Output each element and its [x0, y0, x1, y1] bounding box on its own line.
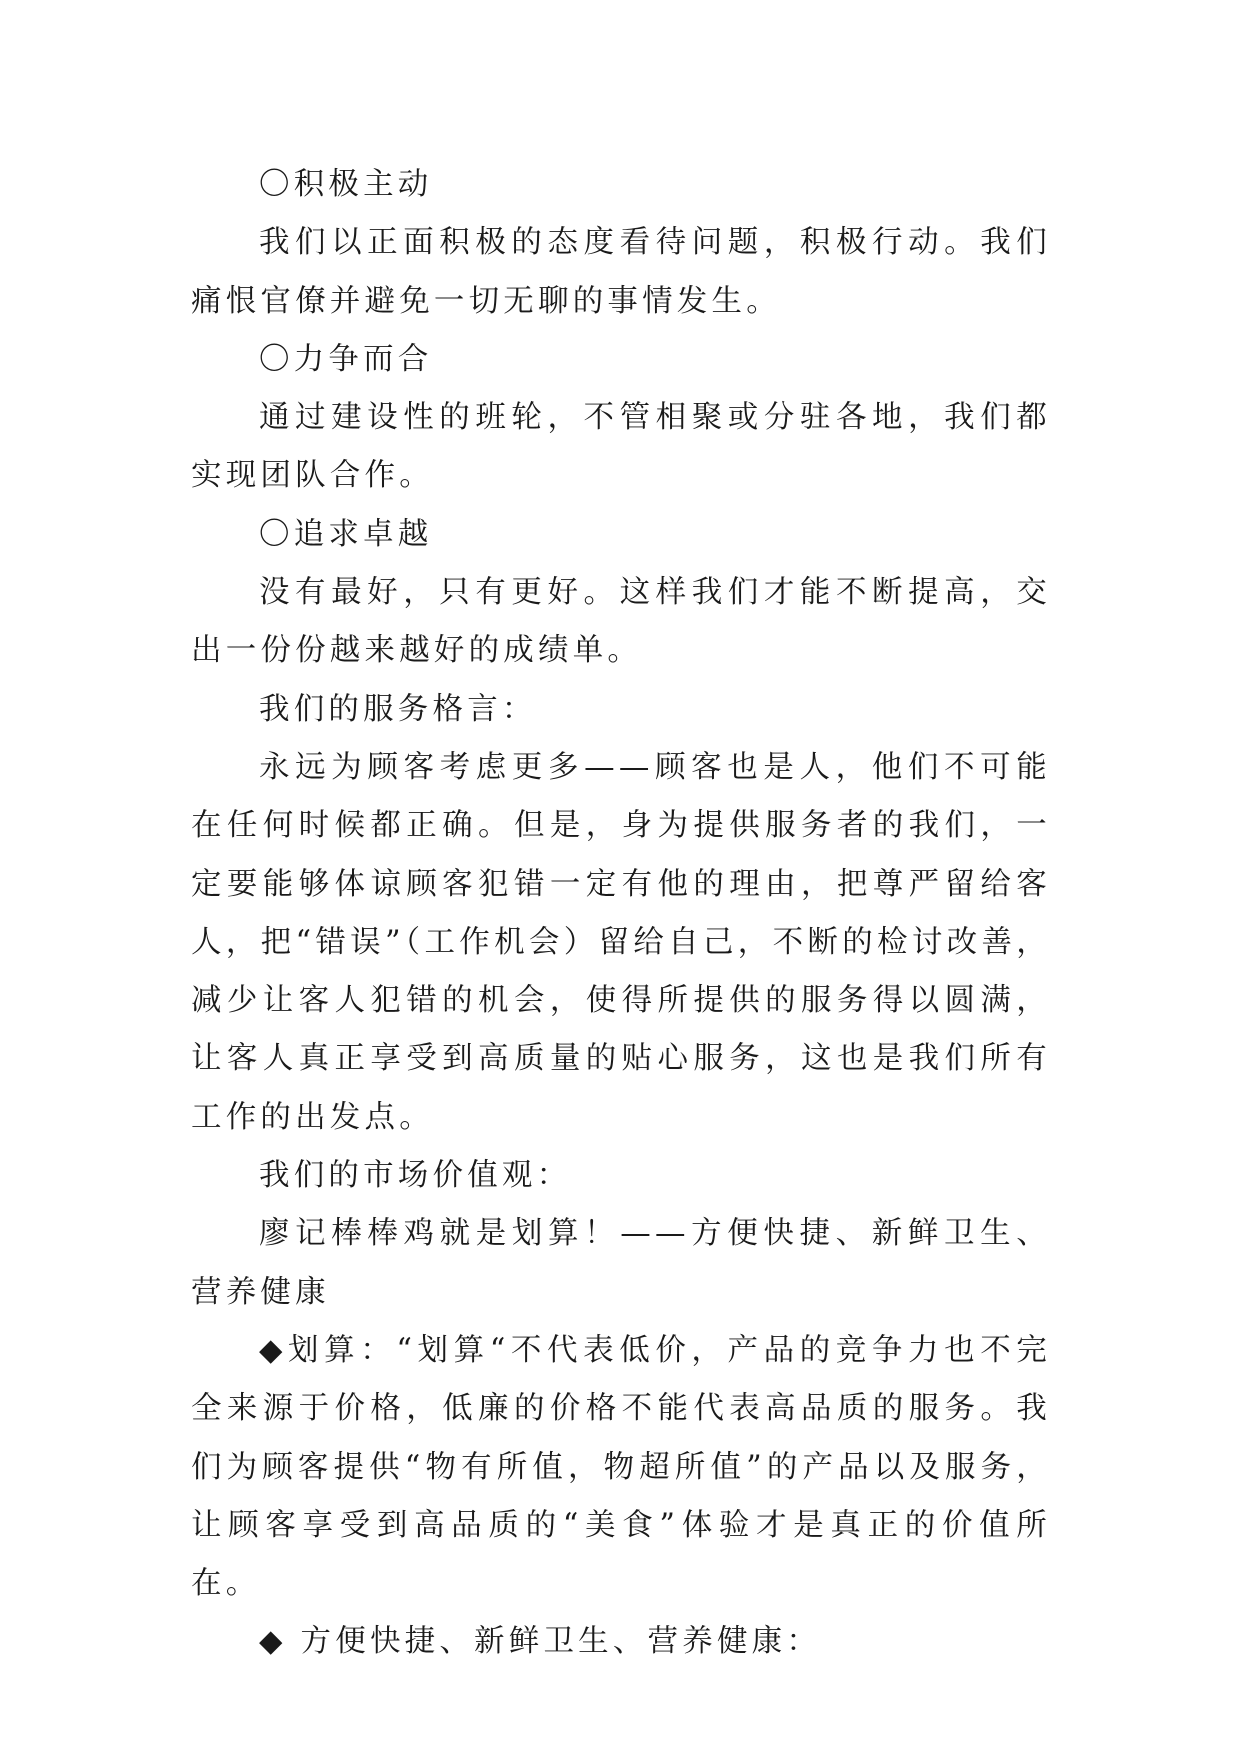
paragraph-proactive: 我们以正面积极的态度看待问题，积极行动。我们痛恨官僚并避免一切无聊的事情发生。 — [191, 225, 1051, 319]
section-heading-proactive: 〇积极主动 — [259, 167, 433, 202]
section-heading-teamwork: 〇力争而合 — [259, 341, 433, 377]
section-heading-excellence: 〇追求卓越 — [259, 516, 433, 552]
paragraph-market-slogan: 廖记棒棒鸡就是划算！——方便快捷、新鲜卫生、营养健康 — [191, 1216, 1051, 1310]
section-heading-market-values: 我们的市场价值观： — [259, 1158, 572, 1194]
paragraph-excellence: 没有最好，只有更好。这样我们才能不断提高，交出一份份越来越好的成绩单。 — [191, 575, 1051, 669]
document-body — [191, 156, 1051, 1672]
bullet-convenience-health: ◆ 方便快捷、新鲜卫生、营养健康： — [259, 1624, 822, 1660]
paragraph-value-for-money: ◆划算：“划算“不代表低价，产品的竞争力也不完全来源于价格，低廉的价格不能代表高品质的服务。我们为顾客提供“物有所值，物超所值”的产品以及服务，让顾客享受到高品质的“美食”体验才是真正的价值所在。 — [191, 1332, 1051, 1602]
section-heading-service-motto: 我们的服务格言： — [259, 691, 537, 727]
paragraph-teamwork: 通过建设性的班轮，不管相聚或分驻各地，我们都实现团队合作。 — [191, 400, 1051, 494]
paragraph-service-motto: 永远为顾客考虑更多——顾客也是人，他们不可能在任何时候都正确。但是，身为提供服务者的我们，一定要能够体谅顾客犯错一定有他的理由，把尊严留给客人，把“错误”（工作机会）留给自己，不断的检讨改善，减少让客人犯错的机会，使得所提供的服务得以圆满，让客人真正享受到高质量的贴心服务，这也是我们所有工作的出发点。 — [191, 749, 1051, 1135]
